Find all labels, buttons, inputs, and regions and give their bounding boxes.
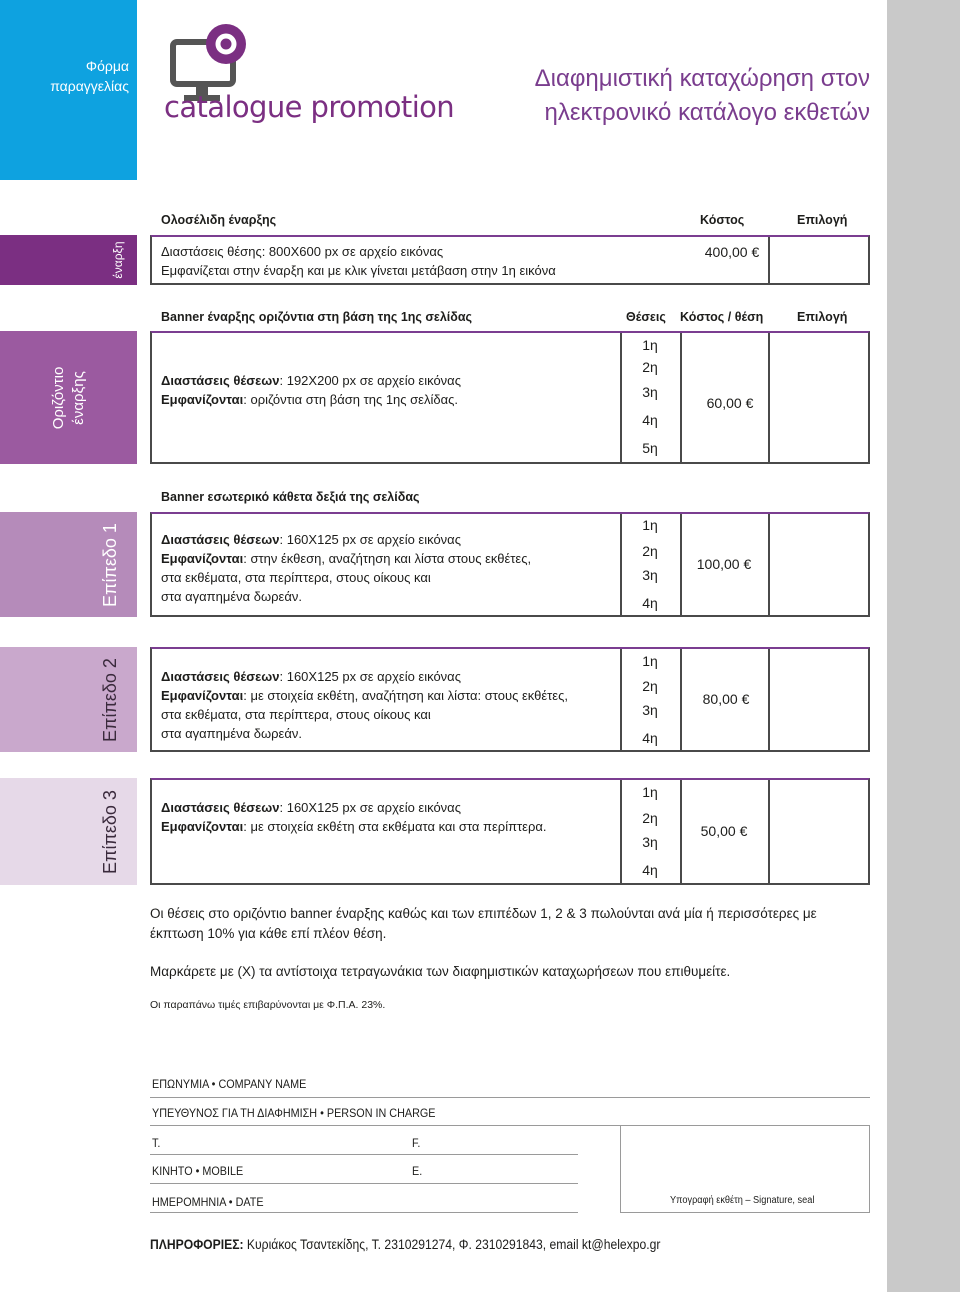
- company-name-label: ΕΠΩΝΥΜΙΑ • COMPANY NAME: [152, 1077, 307, 1091]
- horizontal-price: 60,00 €: [706, 395, 754, 411]
- level-2-description: Διαστάσεις θέσεων: 160Χ125 px σε αρχείο εικόνας Εμφανίζονται: με στοιχεία εκθέτη, αναζήτηση και λίστα: στους εκθέτες, στα εκθέματα, στα περίπτερα, στους οίκους και στα αγαπημένα δωρεάν.: [161, 669, 568, 741]
- opening-header: Ολοσέλιδη έναρξης: [161, 213, 277, 227]
- position-label: 3η: [642, 384, 658, 400]
- horizontal-header: Banner έναρξης οριζόντια στη βάση της 1ης σελίδας: [161, 310, 473, 324]
- signature-label: Υπογραφή εκθέτη – Signature, seal: [670, 1195, 815, 1206]
- fax-label: F.: [412, 1136, 421, 1150]
- date-label: ΗΜΕΡΟΜΗΝΙΑ • DATE: [152, 1195, 264, 1209]
- opening-box: [150, 235, 870, 285]
- email-label: E.: [412, 1164, 423, 1178]
- horizontal-box: [150, 331, 870, 464]
- inner-header: Banner εσωτερικό κάθετα δεξιά της σελίδας: [161, 490, 420, 504]
- level-2-divider-price: [680, 649, 682, 750]
- position-label: 4η: [642, 595, 658, 611]
- horizontal-divider-price: [680, 333, 682, 462]
- vat-note: Οι παραπάνω τιμές επιβαρύνονται με Φ.Π.Α. 23%.: [150, 999, 386, 1011]
- position-label: 2η: [642, 810, 658, 826]
- position-label: 3η: [642, 702, 658, 718]
- position-label: 2η: [642, 543, 658, 559]
- level-2-checkbox[interactable]: [770, 649, 868, 750]
- position-label: 4η: [642, 730, 658, 746]
- level-3-description: Διαστάσεις θέσεων: 160Χ125 px σε αρχείο εικόνας Εμφανίζονται: με στοιχεία εκθέτη στα εκθέματα και στα περίπτερα.: [161, 800, 547, 834]
- position-label: 3η: [642, 567, 658, 583]
- level-1-price: 100,00 €: [696, 556, 752, 572]
- position-label: 1η: [642, 337, 658, 353]
- phone-fax-field[interactable]: [150, 1154, 578, 1155]
- position-label: 4η: [642, 862, 658, 878]
- level-1-divider-price: [680, 514, 682, 615]
- logo: [162, 22, 482, 132]
- page-title: Διαφημιστική καταχώρηση στον ηλεκτρονικό κατάλογο εκθετών: [534, 65, 870, 126]
- level-3-checkbox[interactable]: [770, 780, 868, 883]
- form-label-box: [0, 0, 137, 180]
- right-margin-strip: [887, 0, 960, 1292]
- position-label: 1η: [642, 653, 658, 669]
- info-label: ΠΛΗΡΟΦΟΡΙΕΣ:: [150, 1237, 244, 1252]
- instruction-note: Μαρκάρετε με (Χ) τα αντίστοιχα τετραγωνάκια των διαφημιστικών καταχωρήσεων που επιθυμείτε.: [150, 964, 731, 979]
- mobile-label: ΚΙΝΗΤΟ • MOBILE: [152, 1164, 244, 1178]
- form-label: Φόρμα παραγγελίας: [50, 58, 129, 94]
- level-1-box: [150, 512, 870, 617]
- position-label: 4η: [642, 412, 658, 428]
- horizontal-positions-header: Θέσεις: [626, 310, 666, 324]
- level-1-description: Διαστάσεις θέσεων: 160Χ125 px σε αρχείο εικόνας Εμφανίζονται: στην έκθεση, αναζήτηση και λίστα στους εκθέτες, στα εκθέματα, στα περίπτερα, στους οίκους και στα αγαπημένα δωρεάν.: [161, 532, 532, 604]
- opening-description: Διαστάσεις θέσης: 800Χ600 px σε αρχείο εικόνας Εμφανίζεται στην έναρξη και με κλικ γίνεται μετάβαση στην 1η εικόνα: [161, 244, 556, 278]
- opening-price: 400,00 €: [704, 244, 760, 260]
- tab-horizontal: Οριζόντιο έναρξης: [0, 331, 137, 464]
- level-1-checkbox[interactable]: [770, 514, 868, 615]
- opening-checkbox[interactable]: [770, 237, 868, 283]
- info-line: [150, 1237, 660, 1252]
- person-label: ΥΠΕΥΘΥΝΟΣ ΓΙΑ ΤΗ ΔΙΑΦΗΜΙΣΗ • PERSON IN CHARGE: [152, 1106, 436, 1120]
- horizontal-description: Διαστάσεις θέσεων: 192Χ200 px σε αρχείο εικόνας Εμφανίζονται: οριζόντια στη βάση της 1ης σελίδας.: [161, 373, 461, 407]
- horizontal-choice-header: Επιλογή: [797, 310, 848, 324]
- position-label: 2η: [642, 359, 658, 375]
- opening-choice-header: Επιλογή: [797, 213, 848, 227]
- level-2-box: [150, 647, 870, 752]
- tab-level-3: Επίπεδο 3: [0, 778, 137, 885]
- company-name-field[interactable]: [150, 1097, 870, 1098]
- position-label: 5η: [642, 440, 658, 456]
- position-label: 1η: [642, 517, 658, 533]
- level-3-box: [150, 778, 870, 885]
- level-3-divider-price: [680, 780, 682, 883]
- level-3-price: 50,00 €: [700, 823, 748, 839]
- position-label: 2η: [642, 678, 658, 694]
- opening-cost-header: Κόστος: [700, 213, 745, 227]
- horizontal-cost-header: Κόστος / θέση: [680, 310, 764, 324]
- position-label: 3η: [642, 834, 658, 850]
- tab-level-1: Επίπεδο 1: [0, 512, 137, 617]
- date-field[interactable]: [150, 1212, 578, 1213]
- phone-label: Τ.: [152, 1136, 161, 1150]
- discount-note: Οι θέσεις στο οριζόντιο banner έναρξης καθώς και των επιπέδων 1, 2 & 3 πωλούνται ανά μία ή περισσότερες με έκπτωση 10% για κάθε επί πλέον θέση.: [150, 906, 817, 941]
- tab-opening: έναρξη: [0, 235, 137, 285]
- logo-text: catalogue promotion: [164, 90, 455, 124]
- mobile-email-field[interactable]: [150, 1183, 578, 1184]
- level-2-price: 80,00 €: [702, 691, 750, 707]
- tab-level-2: Επίπεδο 2: [0, 647, 137, 752]
- position-label: 1η: [642, 784, 658, 800]
- horizontal-checkbox[interactable]: [770, 333, 868, 462]
- info-text: Κυριάκος Τσαντεκίδης, Τ. 2310291274, Φ. 2310291843, email kt@helexpo.gr: [243, 1237, 661, 1252]
